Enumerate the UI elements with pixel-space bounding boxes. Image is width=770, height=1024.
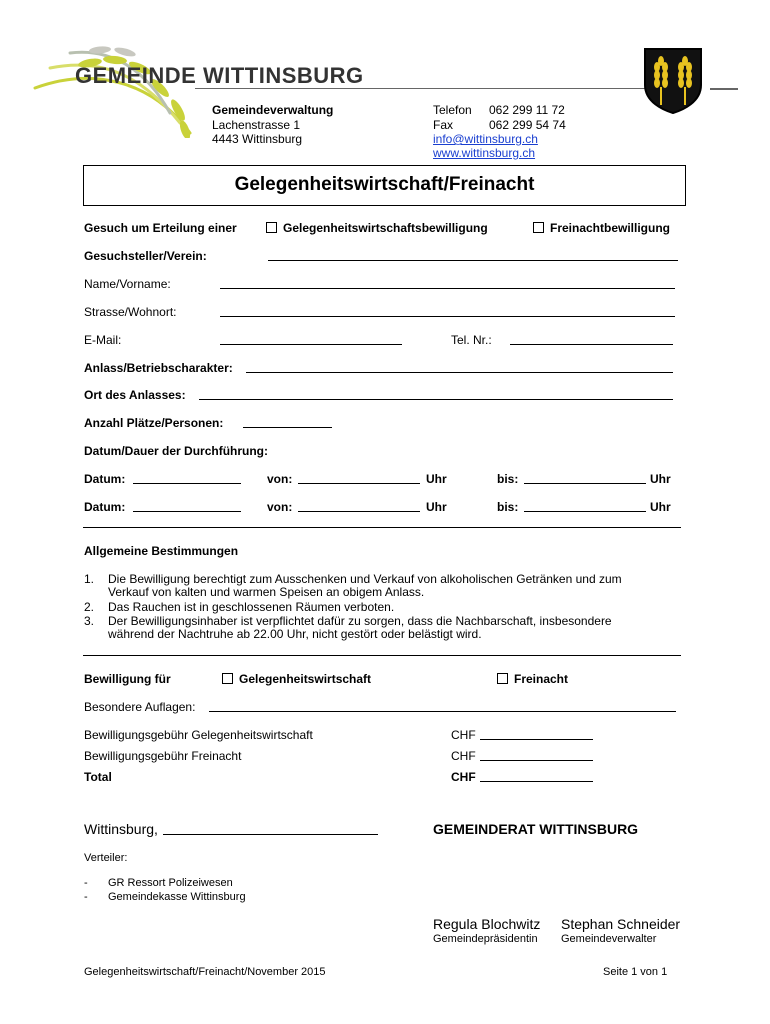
request-option2[interactable] — [533, 221, 670, 235]
fax-label: Fax — [433, 118, 454, 132]
seats-field[interactable] — [243, 427, 332, 428]
distribution-item-text: Gemeindekasse Wittinsburg — [108, 891, 246, 903]
location-label: Ort des Anlasses: — [84, 388, 186, 402]
name-field[interactable] — [220, 288, 675, 289]
from-unit: Uhr — [426, 472, 447, 486]
list-item-text: Der Bewilligungsinhaber ist verpflichtet dafür zu sorgen, dass die Nachbarschaft, insbesondere — [108, 614, 612, 628]
address-field[interactable] — [220, 316, 675, 317]
permit-option2[interactable] — [497, 672, 568, 686]
date-field[interactable] — [133, 483, 241, 484]
to-unit: Uhr — [650, 472, 671, 486]
footer-left: Gelegenheitswirtschaft/Freinacht/November 2015 — [84, 966, 326, 978]
general-heading: Allgemeine Bestimmungen — [84, 544, 239, 558]
coat-of-arms-icon — [643, 47, 703, 115]
phone-label: Telefon — [433, 103, 472, 117]
bullet-dash: - — [84, 891, 88, 903]
occasion-field[interactable] — [246, 372, 673, 373]
from-field[interactable] — [298, 483, 420, 484]
list-item-text: Verkauf von kalten und warmen Speisen an obigem Anlass. — [108, 585, 425, 599]
fee1-label: Bewilligungsgebühr Gelegenheitswirtschaft — [84, 728, 313, 742]
distribution-item — [84, 877, 233, 889]
conditions-label: Besondere Auflagen: — [84, 700, 196, 714]
permit-option2-label: Freinacht — [514, 672, 569, 686]
checkbox-icon[interactable] — [497, 673, 508, 684]
from-unit: Uhr — [426, 500, 447, 514]
duration-label: Datum/Dauer der Durchführung: — [84, 444, 269, 458]
fee1-field[interactable] — [480, 739, 593, 740]
place-label: Wittinsburg, — [84, 821, 158, 837]
total-label: Total — [84, 770, 112, 784]
to-field[interactable] — [524, 511, 646, 512]
list-item-number: 2. — [84, 600, 95, 614]
web-link[interactable]: www.wittinsburg.ch — [433, 146, 536, 160]
checkbox-icon[interactable] — [533, 222, 544, 233]
from-field[interactable] — [298, 511, 420, 512]
council-name: GEMEINDERAT WITTINSBURG — [433, 821, 639, 837]
signer1-role: Gemeindepräsidentin — [433, 933, 538, 945]
email-link[interactable]: info@wittinsburg.ch — [433, 132, 538, 146]
to-field[interactable] — [524, 483, 646, 484]
fax-number: 062 299 54 74 — [489, 118, 566, 132]
from-label: von: — [267, 500, 293, 514]
applicant-line[interactable] — [268, 260, 678, 261]
divider — [83, 655, 681, 656]
list-item-text: Die Bewilligung berechtigt zum Ausschenken und Verkauf von alkoholischen Getränken und zum — [108, 572, 622, 586]
distribution-item-text: GR Ressort Polizeiwesen — [108, 877, 233, 889]
divider — [83, 527, 681, 528]
bullet-dash: - — [84, 877, 88, 889]
address-label: Strasse/Wohnort: — [84, 305, 177, 319]
date-field[interactable] — [133, 511, 241, 512]
list-item-text: Das Rauchen ist in geschlossenen Räumen verboten. — [108, 600, 395, 614]
office-city: 4443 Wittinsburg — [212, 132, 303, 146]
fee1-currency: CHF — [451, 728, 476, 742]
occasion-label: Anlass/Betriebscharakter: — [84, 361, 233, 375]
checkbox-icon[interactable] — [222, 673, 233, 684]
name-label: Name/Vorname: — [84, 277, 171, 291]
total-currency: CHF — [451, 770, 476, 784]
distribution-label: Verteiler: — [84, 852, 128, 864]
signer2-name: Stephan Schneider — [561, 916, 681, 932]
list-item-text: während der Nachtruhe ab 22.00 Uhr, nicht gestört oder belästigt wird. — [108, 627, 482, 641]
fee2-currency: CHF — [451, 749, 476, 763]
office-name: Gemeindeverwaltung — [212, 103, 334, 117]
fee2-label: Bewilligungsgebühr Freinacht — [84, 749, 242, 763]
email-label: E-Mail: — [84, 333, 122, 347]
phone-number: 062 299 11 72 — [489, 103, 565, 117]
checkbox-icon[interactable] — [266, 222, 277, 233]
from-label: von: — [267, 472, 293, 486]
to-unit: Uhr — [650, 500, 671, 514]
to-label: bis: — [497, 472, 519, 486]
tel-field[interactable] — [510, 344, 673, 345]
permit-option1-label: Gelegenheitswirtschaft — [239, 672, 372, 686]
distribution-item — [84, 891, 246, 903]
list-item-number: 3. — [84, 614, 95, 628]
signer1-name: Regula Blochwitz — [433, 916, 541, 932]
footer-right: Seite 1 von 1 — [603, 966, 668, 978]
location-field[interactable] — [199, 399, 673, 400]
logo-underline — [195, 88, 645, 89]
fee2-field[interactable] — [480, 760, 593, 761]
tel-label: Tel. Nr.: — [451, 333, 492, 347]
page-title: Gelegenheitswirtschaft/Freinacht — [234, 174, 535, 195]
email-field[interactable] — [220, 344, 402, 345]
date-label: Datum: — [84, 472, 126, 486]
conditions-field[interactable] — [209, 711, 676, 712]
seats-label: Anzahl Plätze/Personen: — [84, 416, 224, 430]
request-label: Gesuch um Erteilung einer — [84, 221, 237, 235]
permit-option1[interactable] — [222, 672, 371, 686]
office-street: Lachenstrasse 1 — [212, 118, 301, 132]
request-option2-label: Freinachtbewilligung — [550, 221, 671, 235]
to-label: bis: — [497, 500, 519, 514]
date-signature-field[interactable] — [163, 834, 378, 835]
list-item-number: 1. — [84, 572, 95, 586]
permit-label: Bewilligung für — [84, 672, 171, 686]
logo-text: GEMEINDE WITTINSBURG — [75, 63, 364, 88]
signer2-role: Gemeindeverwalter — [561, 933, 657, 945]
logo-underline-right — [710, 88, 738, 90]
date-label: Datum: — [84, 500, 126, 514]
request-option1-label: Gelegenheitswirtschaftsbewilligung — [283, 221, 488, 235]
applicant-heading: Gesuchsteller/Verein: — [84, 249, 207, 263]
total-field[interactable] — [480, 781, 593, 782]
request-option1[interactable] — [266, 221, 488, 235]
